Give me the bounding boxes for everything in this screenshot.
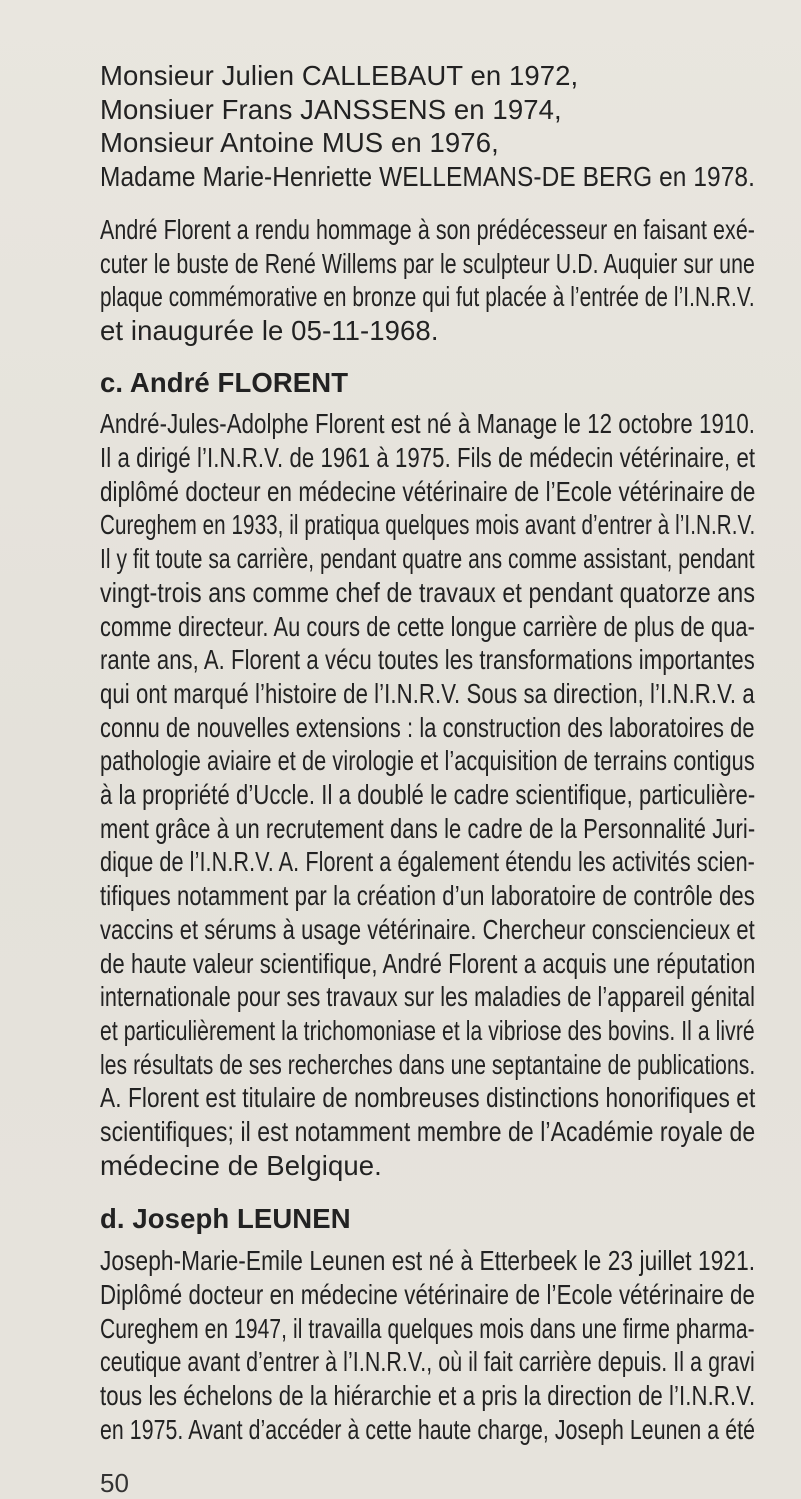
paragraph-line: vaccins et sérums à usage vétérinaire. Chercheur consciencieux et [100, 914, 755, 945]
paragraph-line: tous les échelons de la hiérarchie et a pris la direction de l’I.N.R.V. [100, 1380, 756, 1411]
paragraph-line: en 1975. Avant d’accéder à cette haute charge, Joseph Leunen a été [100, 1414, 755, 1445]
paragraph-line: connu de nouvelles extensions : la construction des laboratoires de [100, 712, 755, 743]
paragraph-line: scientifiques; il est notamment membre de l’Académie royale de [100, 1116, 756, 1147]
paragraph-line: Joseph-Marie-Emile Leunen est né à Etterbeek le 23 juillet 1921. [100, 1245, 756, 1276]
paragraph-line: comme directeur. Au cours de cette longue carrière de plus de qua- [100, 611, 755, 642]
paragraph-line: Diplômé docteur en médecine vétérinaire de l’Ecole vétérinaire de [100, 1279, 755, 1310]
paragraph-line: ceutique avant d’entrer à l’I.N.R.V., où il fait carrière depuis. Il a gravi [100, 1346, 755, 1377]
paragraph-line: de haute valeur scientifique, André Florent a acquis une réputation [100, 948, 756, 979]
paragraph-line: ment grâce à un recrutement dans le cadre de la Personnalité Juri- [100, 813, 756, 844]
paragraph-line: tifiques notamment par la création d’un laboratoire de contrôle des [100, 880, 755, 911]
paragraph-line: internationale pour ses travaux sur les maladies de l’appareil génital [100, 981, 756, 1012]
paragraph-line: les résultats de ses recherches dans une septantaine de publications. [100, 1049, 756, 1080]
paragraph-line: rante ans, A. Florent a vécu toutes les transformations importantes [100, 644, 755, 675]
paragraph-line: Il a dirigé l’I.N.R.V. de 1961 à 1975. Fils de médecin vétérinaire, et [100, 442, 756, 473]
paragraph-line: André Florent a rendu hommage à son prédécesseur en faisant exé- [100, 214, 756, 245]
list-line: Madame Marie-Henriette WELLEMANS-DE BERG en 1978. [100, 161, 755, 192]
paragraph-line: Cureghem en 1933, il pratiqua quelques mois avant d’entrer à l’I.N.R.V. [100, 509, 756, 540]
paragraph-line: pathologie aviaire et de virologie et l’acquisition de terrains contigus [100, 745, 755, 776]
paragraph-line: André-Jules-Adolphe Florent est né à Manage le 12 octobre 1910. [100, 408, 756, 439]
section-heading-c: c. André FLORENT [100, 367, 349, 398]
list-line: Monsieur Antoine MUS en 1976, [100, 127, 499, 158]
paragraph-line: Il y fit toute sa carrière, pendant quatre ans comme assistant, pendant [100, 543, 755, 574]
paragraph-line: et particulièrement la trichomoniase et la vibriose des bovins. Il a livré [100, 1015, 755, 1046]
list-line: Monsieur Julien CALLEBAUT en 1972, [100, 60, 579, 91]
paragraph-line: A. Florent est titulaire de nombreuses distinctions honorifiques et [100, 1082, 756, 1113]
paragraph-line: et inaugurée le 05-11-1968. [100, 315, 439, 346]
section-heading-d: d. Joseph LEUNEN [100, 1203, 351, 1234]
paragraph-line: Cureghem en 1947, il travailla quelques mois dans une firme pharma- [100, 1313, 755, 1344]
paragraph-line: vingt-trois ans comme chef de travaux et pendant quatorze ans [100, 577, 756, 608]
paragraph-line: médecine de Belgique. [100, 1150, 382, 1181]
list-line: Monsiuer Frans JANSSENS en 1974, [100, 94, 562, 125]
page-number: 50 [100, 1468, 129, 1498]
paragraph-line: dique de l’I.N.R.V. A. Florent a également étendu les activités scien- [100, 846, 755, 877]
paragraph-line: à la propriété d’Uccle. Il a doublé le cadre scientifique, particulière- [100, 779, 756, 810]
paragraph-line: plaque commémorative en bronze qui fut placée à l’entrée de l’I.N.R.V. [100, 281, 755, 312]
paragraph-line: qui ont marqué l’histoire de l’I.N.R.V. Sous sa direction, l’I.N.R.V. a [100, 678, 755, 709]
paragraph-line: diplômé docteur en médecine vétérinaire de l’Ecole vétérinaire de [100, 476, 756, 507]
paragraph-line: cuter le buste de René Willems par le sculpteur U.D. Auquier sur une [100, 248, 755, 279]
